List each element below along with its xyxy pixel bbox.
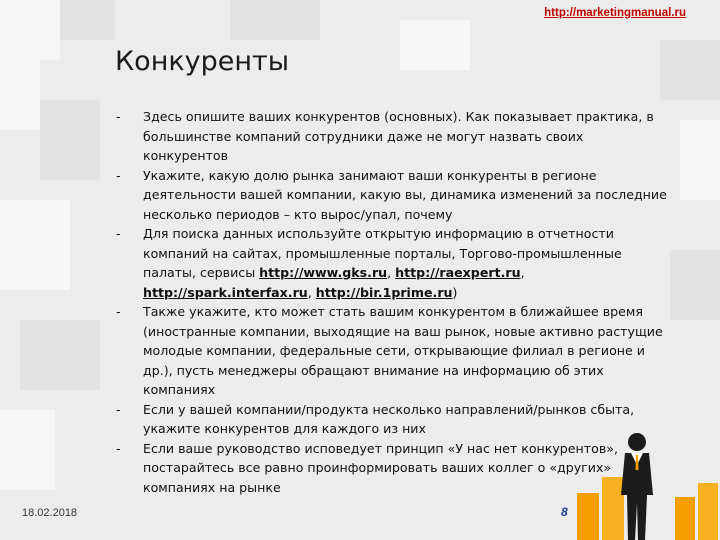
list-item [116, 166, 671, 225]
bullet-dash: - [116, 109, 121, 124]
orange-bar [602, 477, 624, 540]
list-item-text: Если у вашей компании/продукта несколько направлений/рынков сбыта, укажите конкурентов для каждого из них [143, 401, 635, 436]
link-gks[interactable]: http://www.gks.ru [259, 265, 388, 280]
header-url-link[interactable]: http://marketingmanual.ru [544, 7, 686, 19]
link-bir-1prime[interactable]: http://bir.1prime.ru [315, 284, 453, 300]
list-item-text-part: ) [452, 284, 458, 300]
link-raexpert[interactable]: http://raexpert.ru [395, 265, 521, 280]
businessman-bar-chart-illustration [575, 395, 720, 540]
list-item [116, 107, 671, 166]
orange-bar [698, 483, 718, 540]
page-number: 8 [561, 505, 568, 519]
list-item-text: Также укажите, кто может стать вашим конкурентом в ближайшее время (иностранные компании, выходящие на ваш рынок, новые активно растущие молодые компании, федеральные сети, открывающие филиал в регионе и др.), пусть менеджеры обращают внимание на информацию об этих компаниях [143, 304, 663, 397]
list-item-text: Если ваше руководство исповедует принцип «У нас нет конкурентов», постарайтесь все равно проинформировать ваших коллег о «других» компаниях на рынке [143, 440, 618, 495]
bullet-dash: - [116, 167, 121, 183]
list-item [116, 302, 671, 400]
list-item-text-part: Для поиска данных используйте открытую информацию в отчетности компаний на сайтах, промышленные порталы, Торгово-промышленные палаты, сервисы [143, 226, 622, 280]
separator: , [387, 265, 396, 280]
bullet-dash: - [116, 401, 121, 417]
bullet-dash: - [116, 226, 121, 241]
bullet-dash: - [116, 304, 121, 319]
slide-date: 18.02.2018 [22, 507, 78, 519]
businessman-figure [621, 433, 653, 540]
list-item-text: Укажите, какую долю рынка занимают ваши конкуренты в регионе деятельности вашей компании, какую вы, динамика изменений за последние несколько периодов – кто вырос/упал, почему [143, 167, 667, 222]
separator: , [307, 284, 316, 300]
list-item-text [143, 224, 671, 302]
bullet-dash: - [116, 440, 121, 456]
list-item-text: Здесь опишите ваших конкурентов (основных). Как показывает практика, в большинстве компаний сотрудники даже не могут назвать своих конкурентов [143, 109, 654, 163]
link-spark-interfax[interactable]: http://spark.interfax.ru [143, 284, 308, 300]
list-item [116, 224, 671, 302]
slide-title: Конкуренты [115, 46, 290, 77]
orange-bar [577, 493, 599, 540]
orange-bar [675, 497, 695, 540]
separator: , [520, 265, 525, 280]
